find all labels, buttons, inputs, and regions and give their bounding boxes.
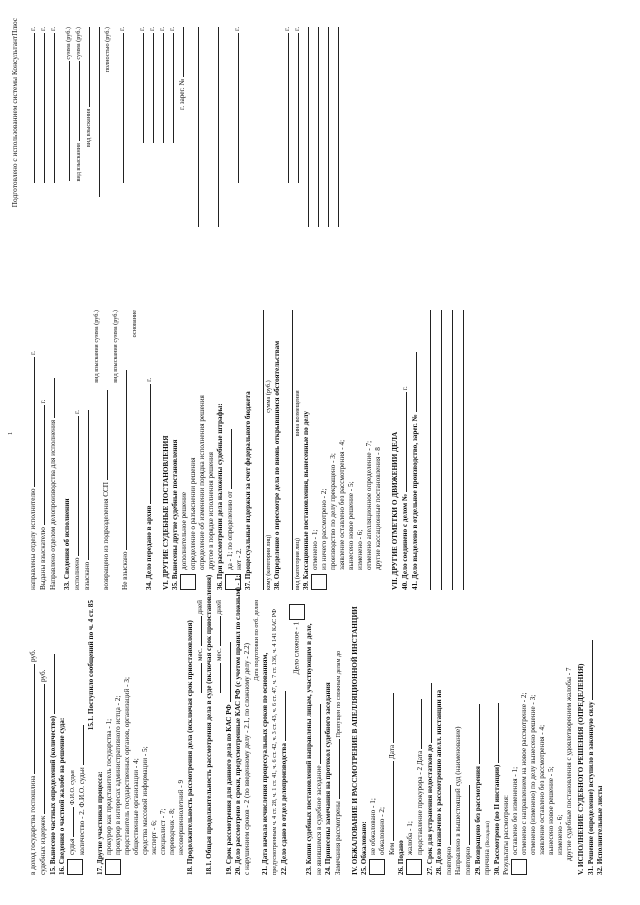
section-39-label: 39. Кассационные постановления, вынесенные по делу: [302, 410, 310, 590]
repeat-label: повторно: [464, 846, 472, 875]
section-33-label: 33. Сведения об исполнении: [63, 498, 71, 590]
section-16-checkbox[interactable]: [67, 859, 83, 875]
court-costs-unit: руб.: [39, 669, 47, 683]
remarks-reviewed-label: Замечания рассмотрены: [334, 801, 342, 875]
section-v-title: V. ИСПОЛНЕНИЕ СУДЕБНОГО РЕШЕНИЯ (ОПРЕДЕЛЕНИЯ): [577, 663, 585, 875]
year-suffix: г.: [39, 27, 47, 31]
by-whom-label: Кем: [388, 842, 396, 855]
result-option: заявление оставлено без рассмотрения - 4;: [538, 724, 546, 855]
year-suffix: г.: [49, 27, 57, 31]
section-41-label: 41. Дело выделено в отдельное производство, зарег. №: [411, 414, 419, 590]
section-21-note: предусмотренным ч. 4 ст. 28, ч. 1 ст. 41, ч. 6 ст. 42, ч. 3 ст. 43, ч. 6 ст. 47, ч. 7 ст. 136, ч. 4 141 КАС РФ: [271, 608, 278, 875]
result-option: изменено - 6;: [556, 814, 564, 855]
judge-label: судья: [68, 838, 76, 855]
section-31-label: 31. Решение (определение) вступило в законную силу: [587, 701, 595, 875]
court-costs-label: судебных издержек: [39, 815, 47, 875]
section-18-label: 18. Продолжительность рассмотрения дела (исключая срок приостановления): [186, 620, 194, 875]
by-ruling-label: по определению от: [226, 491, 234, 550]
section-iv-title: IV. ОБЖАЛОВАНИЕ И РАССМОТРЕНИЕ В АПЕЛЛЯЦИОННОЙ ИНСТАНЦИИ: [351, 606, 359, 875]
section-18-1-label: 18.1. Общая продолжительность рассмотрения дела в суде (включая срок приостановления): [205, 574, 213, 875]
participant-item: эксперт - 6;: [150, 820, 158, 855]
year-suffix: г.: [148, 27, 156, 31]
appeal-option: не обжаловано - 1;: [369, 798, 377, 855]
year-suffix: г.: [293, 27, 301, 31]
repeat-label: повторно: [445, 846, 453, 875]
section-25-checkbox[interactable]: [369, 859, 385, 875]
section-vii-title: VII. ДРУГИЕ ОТМЕТКИ О ДВИЖЕНИИ ДЕЛА: [391, 431, 399, 590]
fine-option: нет - 2.: [235, 548, 243, 570]
year-suffix: г.: [158, 27, 166, 31]
section-vi-title: VI. ДРУГИЕ СУДЕБНЫЕ ПОСТАНОВЛЕНИЯ: [162, 435, 170, 590]
state-duty-label: в доход государства госпошлина: [29, 775, 37, 875]
header-note: Подготовлено с использованием системы КонсультантПлюс: [10, 18, 19, 208]
participant-item: средства массовой информации - 5;: [141, 746, 149, 855]
months-label: мес.: [215, 648, 223, 662]
insert-label: (Вкладыш): [485, 821, 491, 848]
section-15-1-label: 15.1. Поступило сообщений по ч. 4 ст. 85: [87, 600, 95, 731]
other-ruling-option: определение о разъяснении решения: [189, 457, 197, 570]
section-28-label: 28. Дело назначено к рассмотрению апелл. инстанции на: [435, 689, 443, 875]
issued-to-claimant-label: Выданы взыскателю: [39, 527, 47, 590]
cassation-option: отменено апелляционное определение - 7;: [365, 440, 373, 570]
section-32-label: 32. Исполнительные листы: [596, 785, 604, 875]
section-30-label: 30. Рассмотрено (во II инстанции): [493, 764, 501, 875]
year-suffix: г.: [118, 27, 126, 31]
sent-for-execution-label: Направлено отделом делопроизводства для исполнения: [49, 419, 57, 590]
year-suffix: г.: [168, 27, 176, 31]
section-29-label: 29. Возвращено без рассмотрения: [474, 766, 482, 875]
section-19-label: 19. Срок рассмотрения для данного дела по КАС РФ: [225, 704, 233, 875]
cassation-option: производство по делу прекращено - 3;: [329, 453, 337, 570]
recovery-type-label: вид взыскания: [85, 108, 92, 148]
cassation-option: вынесено новое решение - 5;: [347, 481, 355, 570]
recovery-type-label: вид взыскания: [112, 344, 119, 383]
section-35-label: 35. Вынесены другие судебные постановления: [171, 439, 179, 590]
months-label: мес.: [196, 648, 204, 662]
section-25-label: 25. Обжаловано:: [360, 821, 368, 875]
compensation-label: вина возмещения: [294, 390, 301, 437]
participant-item: общественные организации - 4;: [132, 758, 140, 855]
result-option: другие судебные постановления с удовлетворением жалобы - 7: [565, 667, 573, 861]
grounds-label: основание: [131, 310, 138, 338]
category-label: вид (категория лиц): [294, 538, 301, 590]
section-37-label: 37. Процессуальные издержки за счет федерального бюджета: [244, 391, 252, 590]
recovery-type-label: вид взыскания: [75, 143, 82, 182]
cassation-option: из ничего рассмотрено - 2;: [320, 488, 328, 570]
section-23-label: 23. Копии судебных постановлений направлены лицам, участвующим в деле,: [305, 623, 313, 875]
participant-item: представитель государственных органов, организаций - 3;: [123, 677, 131, 855]
section-30-checkbox[interactable]: [511, 859, 527, 875]
not-recovered-label: Не взыскано: [121, 551, 129, 590]
judge-count-label: количество - 2. Ф.И.О. судьи: [78, 767, 86, 855]
sum-label: сумма (руб.): [112, 310, 119, 343]
cassation-option: другие кассационные постановления - 8: [374, 447, 382, 570]
section-34-label: 34. Дело передано в архив: [145, 505, 153, 590]
sum-label: сумма (руб.): [265, 380, 272, 413]
participant-item: несовершеннолетний - 9: [177, 779, 185, 855]
prep-date-label: Дата подготовки по отб. делам: [253, 600, 260, 681]
fine-option: да - 1;: [226, 551, 234, 570]
sum-label: сумма (руб.): [93, 310, 100, 343]
filed-option: жалоба - 1;: [406, 821, 414, 855]
year-suffix: г.: [145, 377, 153, 382]
result-option: отменено с направлением на новое рассмотрение - 2;: [520, 692, 528, 855]
year-suffix: г.: [39, 399, 47, 404]
other-ruling-option: определение об изменении порядка исполнения решения: [198, 395, 206, 570]
result-option: отменено (изменено) по делу вынесено решение - 3;: [529, 694, 537, 855]
sum-label: сумма (руб.): [65, 27, 72, 60]
participant-item: специалист - 7;: [159, 808, 167, 855]
executed-label: исполнено: [73, 557, 81, 590]
days-label: дней: [196, 600, 204, 615]
judge-fio-label: Ф.И.О. судьи: [69, 770, 76, 805]
recovery-type-label: вид взыскания: [93, 344, 100, 383]
section-24-label: 24. Принесены замечания на протокол судебного заседания: [324, 682, 332, 875]
section-21-label: 21. Дата начала исчисления процессуальных сроков по основаниям,: [261, 652, 269, 875]
cassation-option: изменено - 6;: [356, 529, 364, 570]
sent-higher-court-label: Направлено в вышестоящий суд (наименование): [454, 726, 462, 875]
year-suffix: г.: [283, 27, 291, 31]
filed-option: представление прокурора - 2: [416, 766, 424, 855]
sent-to-executor-label: направлены отделу исполнителю: [29, 488, 37, 590]
participant-item: переводчик - 8;: [168, 808, 176, 855]
cassation-option: отменено - 1;: [311, 529, 319, 570]
full-amount-label: полностью (руб.): [104, 27, 111, 73]
right-column: [28, 27, 618, 297]
days-label: дней: [215, 600, 223, 615]
year-suffix: г.: [401, 386, 409, 391]
to-whom-label: кому (категория лиц): [265, 534, 272, 590]
section-27-label: 27. Срок для устранения недостатков до: [426, 744, 434, 875]
year-suffix: г.: [233, 27, 241, 31]
year-suffix: г.: [73, 410, 81, 414]
result-option: вынесено новое решение - 5;: [547, 766, 555, 855]
results-label: Результаты рассмотрения:: [502, 795, 510, 875]
section-39-checkbox[interactable]: [311, 574, 327, 590]
other-ruling-option: дополнительное решение: [180, 492, 188, 570]
other-ruling-option: другое в порядке исполнения решения: [207, 452, 215, 570]
section-17-checkbox[interactable]: [105, 859, 121, 875]
reason-label: причина: [483, 849, 491, 875]
appeal-option: обжаловано - 2;: [378, 807, 386, 855]
section-26-label: 26. Подано: [397, 840, 405, 875]
section-23-note: не явившимся в судебное заседание: [315, 765, 323, 875]
middle-column: [28, 310, 618, 590]
participant-item: прокурор в интересах административного истца - 2;: [114, 695, 122, 855]
complex-deadline-label: Пропущен по сложным делам до: [335, 650, 342, 738]
complex-case-label: Дело сложное - 1: [292, 621, 301, 675]
sum-label: сумма (руб.): [75, 27, 82, 60]
recovered-label: взыскано: [83, 561, 91, 590]
cassation-option: заявление оставлено без рассмотрения - 4;: [338, 439, 346, 570]
corner-mark: 1: [8, 432, 14, 435]
section-35-checkbox[interactable]: [180, 574, 196, 590]
section-38-label: 38. Определение о пересмотре дела по вновь открывшимся обстоятельствам: [273, 340, 281, 590]
returned-ssp-label: возвращено из подразделения ССП: [102, 482, 110, 590]
year-suffix: г.: [138, 27, 146, 31]
date-label: Дата: [388, 744, 396, 760]
section-20-label: 20. Дело рассмотрено в сроки, предусмотренные КАС РФ (с учетом правил по сложным) - 1;: [234, 575, 242, 875]
section-36-label: 36. При рассмотрении дела наложены судебные штрафы:: [216, 403, 224, 590]
section-15-label: 15. Вынесено частных определений (количество): [49, 715, 57, 875]
result-option: оставлено без изменения - 1;: [511, 766, 519, 855]
section-26-checkbox[interactable]: [406, 859, 422, 875]
registered-number-label: г. зарег. №: [178, 78, 186, 110]
complex-case-checkbox[interactable]: [289, 604, 305, 620]
section-17-label: 17. Другие участники процесса:: [96, 771, 104, 875]
year-suffix: г.: [29, 27, 37, 31]
section-40-label: 40. Дело соединено с делом №: [401, 493, 409, 590]
section-16-label: 16. Сведения о частной жалобе на решение суда:: [58, 717, 66, 875]
year-suffix: г.: [29, 351, 37, 355]
section-22-label: 22. Дело сдано в отдел делопроизводства: [280, 743, 288, 875]
section-36-checkbox[interactable]: [225, 574, 241, 590]
participant-item: прокурор как представитель государства - 1;: [105, 718, 113, 855]
section-20-note: с нарушением сроков - 2 (по введенному делу - 2.1, по сложному делу - 2.2): [243, 643, 251, 875]
state-duty-unit: руб.: [29, 649, 37, 662]
date-label: Дата: [416, 750, 424, 766]
